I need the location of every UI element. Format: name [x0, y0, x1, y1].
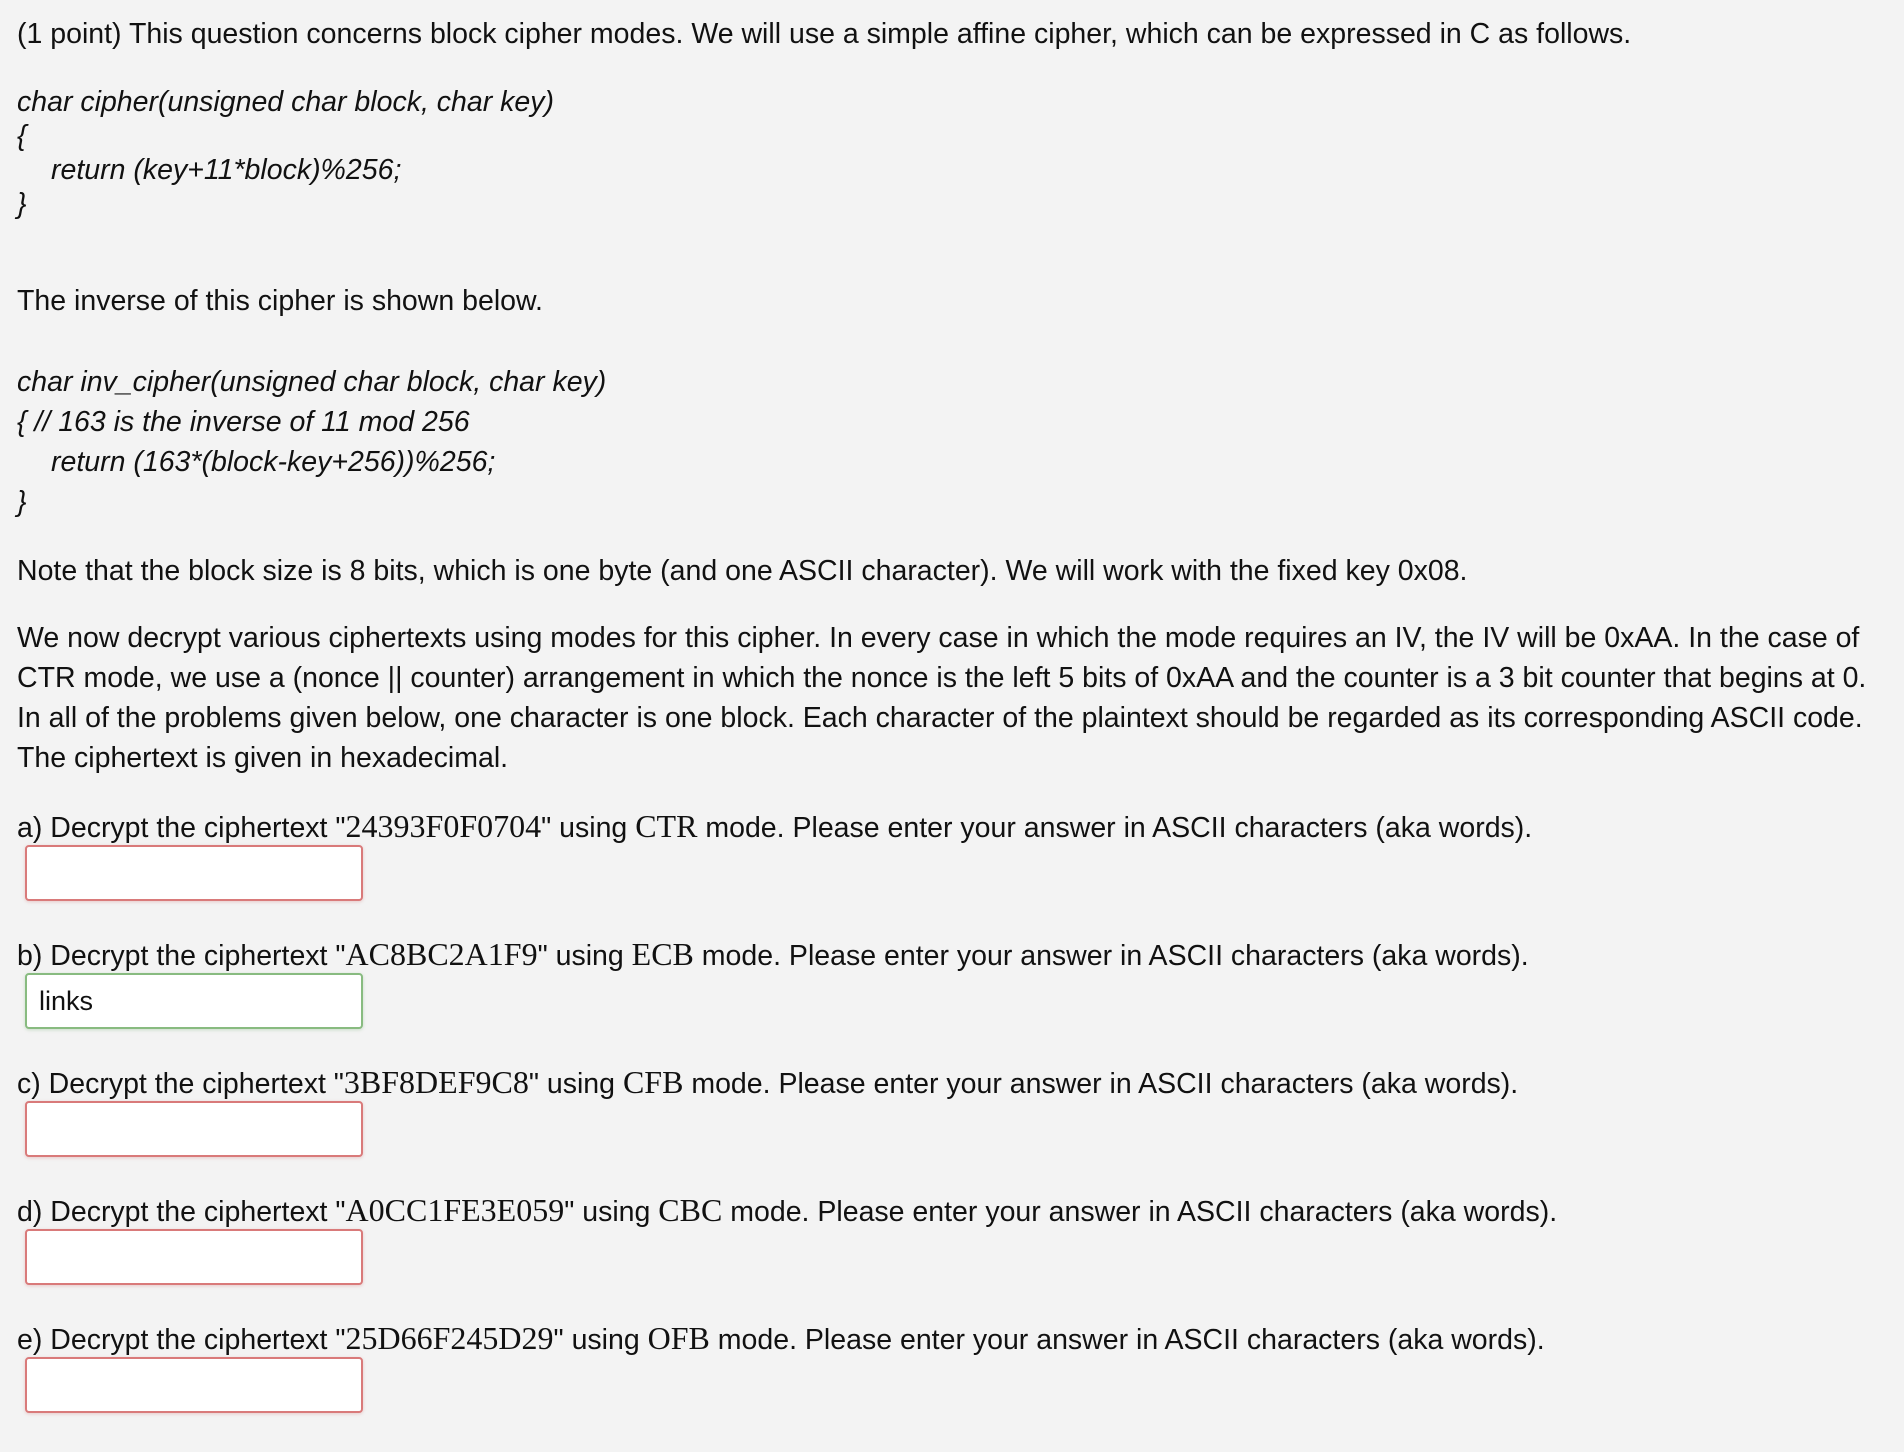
- answer-input-a[interactable]: [25, 845, 363, 901]
- question-a-mode: CTR: [635, 808, 698, 844]
- inv-cipher-code-open-brace: { // 163 is the inverse of 11 mod 256: [17, 406, 470, 438]
- inverse-intro-text: The inverse of this cipher is shown below.: [17, 285, 543, 317]
- question-d-text: d) Decrypt the ciphertext "A0CC1FE3E059" using CBC mode. Please enter your answer in ASCII characters (aka words).: [17, 1192, 1558, 1228]
- inv-cipher-code-signature: char inv_cipher(unsigned char block, char key): [17, 366, 607, 398]
- question-c-ciphertext: 3BF8DEF9C8: [343, 1064, 529, 1100]
- note-text: Note that the block size is 8 bits, which is one byte (and one ASCII character). We will work with the fixed key 0x08.: [17, 555, 1468, 587]
- modes-paragraph: We now decrypt various ciphertexts using modes for this cipher. In every case in which the mode requires an IV, the IV will be 0xAA. In the case of CTR mode, we use a (nonce || counter) arrangement in which the nonce is the left 5 bits of 0xAA and the counter is a 3 bit counter that begins at 0. In all of the problems given below, one character is one block. Each character of the plaintext should be regarded as its corresponding ASCII code. The ciphertext is given in hexadecimal.: [17, 622, 1867, 774]
- cipher-code-close-brace: }: [17, 188, 27, 220]
- question-b-mode: ECB: [631, 936, 694, 972]
- question-d-ciphertext: A0CC1FE3E059: [345, 1192, 565, 1228]
- question-a-ciphertext: 24393F0F0704: [345, 808, 542, 844]
- cipher-code-return: return (key+11*block)%256;: [51, 154, 402, 186]
- inv-cipher-code-close-brace: }: [17, 486, 27, 518]
- answer-input-d[interactable]: [25, 1229, 363, 1285]
- cipher-code-signature: char cipher(unsigned char block, char key): [17, 86, 555, 118]
- question-e-text: e) Decrypt the ciphertext "25D66F245D29" using OFB mode. Please enter your answer in ASCII characters (aka words).: [17, 1320, 1545, 1356]
- question-d-mode: CBC: [658, 1192, 723, 1228]
- question-b-ciphertext: AC8BC2A1F9: [345, 936, 538, 972]
- answer-input-c[interactable]: [25, 1101, 363, 1157]
- question-b-text: b) Decrypt the ciphertext "AC8BC2A1F9" using ECB mode. Please enter your answer in ASCII characters (aka words).: [17, 936, 1529, 972]
- answer-input-e[interactable]: [25, 1357, 363, 1413]
- answer-input-b[interactable]: [25, 973, 363, 1029]
- inv-cipher-code-return: return (163*(block-key+256))%256;: [51, 446, 496, 478]
- cipher-code-open-brace: {: [17, 120, 27, 152]
- question-c-mode: CFB: [622, 1064, 684, 1100]
- question-a-text: a) Decrypt the ciphertext "24393F0F0704" using CTR mode. Please enter your answer in ASCII characters (aka words).: [17, 808, 1533, 844]
- question-c-text: c) Decrypt the ciphertext "3BF8DEF9C8" using CFB mode. Please enter your answer in ASCII characters (aka words).: [17, 1064, 1519, 1100]
- question-e-mode: OFB: [647, 1320, 710, 1356]
- question-e-ciphertext: 25D66F245D29: [345, 1320, 554, 1356]
- intro-text: (1 point) This question concerns block cipher modes. We will use a simple affine cipher, which can be expressed in C as follows.: [17, 18, 1632, 50]
